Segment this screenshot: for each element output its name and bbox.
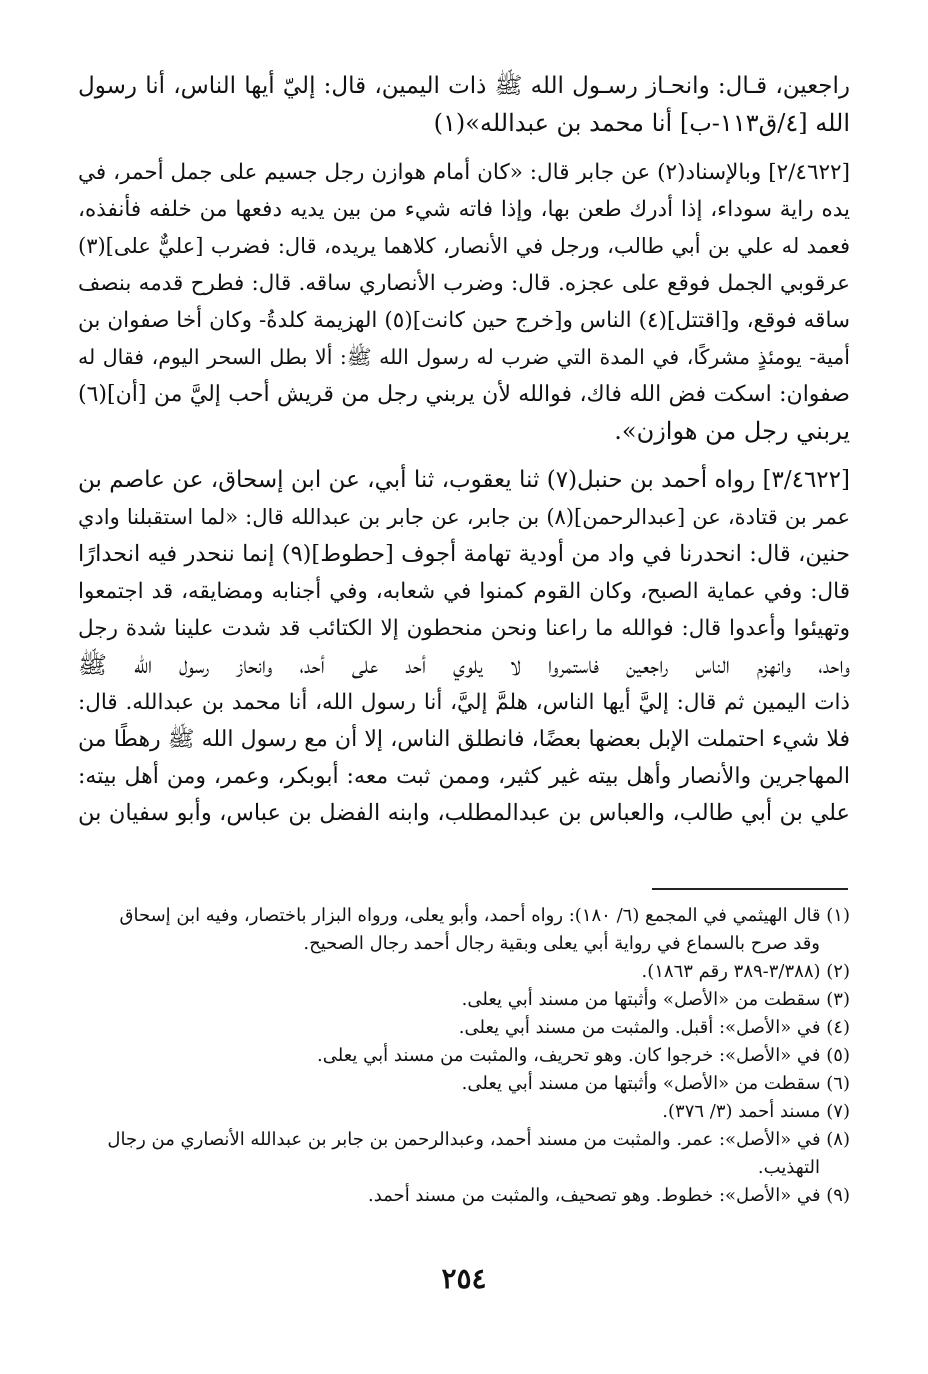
text-line: فعمد له علي بن أبي طالب، ورجل في الأنصار، كلاهما يريده، قال: فضرب [عليٌّ على](٣) bbox=[78, 234, 850, 258]
text-line: عرقوبي الجمل فوقع على عجزه. قال: وضرب الأنصاري ساقه. قال: فطرح قدمه بنصف bbox=[78, 271, 850, 296]
text-line: علي بن أبي طالب، والعباس بن عبدالمطلب، وابنه الفضل بن عباس، وأبو سفيان بن bbox=[78, 800, 850, 826]
text-line: صفوان: اسكت فض الله فاك، فوالله لأن يربني رجل من قريش أحب إليَّ من [أن](٦) bbox=[78, 382, 850, 407]
text-line: عمر بن قتادة، عن [عبدالرحمن](٨) بن جابر، عن جابر بن عبدالله قال: «لما استقبلنا وادي bbox=[78, 505, 850, 529]
main-text bbox=[78, 68, 850, 832]
text-line: حنين، قال: انحدرنا في واد من أودية تهامة أجوف [حطوط](٩) إنما ننحدر فيه انحدارًا bbox=[78, 541, 850, 567]
footnote-4: (٤) في «الأصل»: أقبل. والمثبت من مسند أبي يعلى. bbox=[458, 1017, 850, 1038]
text-line: فلا شيء احتملت الإبل بعضها بعضًا، فانطلق الناس، إلا أن مع رسول الله ﷺ رهطًا من bbox=[78, 727, 850, 752]
text-line: [٢/٤٦٢٢] وبالإسناد(٢) عن جابر قال: «كان أمام هوازن رجل جسيم على جمل أحمر، في bbox=[78, 160, 850, 185]
hadith-3-4622 bbox=[78, 462, 850, 832]
footnote-1-continuation: وقد صرح بالسماع في رواية أبي يعلى وبقية رجال أحمد رجال الصحيح. bbox=[303, 933, 820, 954]
footnote-5: (٥) في «الأصل»: خرجوا كان. وهو تحريف، والمثبت من مسند أبي يعلى. bbox=[317, 1045, 850, 1066]
footnote-1: (١) قال الهيثمي في المجمع (٦/ ١٨٠): رواه أحمد، وأبو يعلى، ورواه البزار باختصار، وفيه ابن إسحاق bbox=[119, 905, 850, 926]
text-line: [٣/٤٦٢٢] رواه أحمد بن حنبل(٧) ثنا يعقوب، ثنا أبي، عن ابن إسحاق، عن عاصم بن bbox=[78, 467, 850, 493]
text-line: راجعين، قـال: وانحـاز رسـول الله ﷺ ذات اليمين، قال: إليّ أيها الناس، أنا رسول bbox=[78, 73, 850, 99]
text-line: ذات اليمين ثم قال: إليَّ أيها الناس، هلمَّ إليَّ، أنا رسول الله، أنا محمد بن عبدالله. قال: bbox=[78, 690, 850, 715]
text-line: وتهيئوا وأعدوا قال: فوالله ما راعنا ونحن منحطون إلا الكتائب قد شدت علينا شدة رجل bbox=[78, 616, 850, 641]
text-line: يربني رجل من هوازن». bbox=[614, 417, 850, 445]
footnote-9: (٩) في «الأصل»: خطوط. وهو تصحيف، والمثبت من مسند أحمد. bbox=[367, 1185, 850, 1206]
text-line: ساقه فوقع، و[اقتتل](٤) الناس و[خرج حين كانت](٥) الهزيمة كلدةُ- وكان أخا صفوان بن bbox=[78, 308, 850, 333]
footnote-7: (٧) مسند أحمد (٣/ ٣٧٦). bbox=[662, 1101, 850, 1122]
page-number: ٢٥٤ bbox=[441, 1262, 487, 1295]
text-line: المهاجرين والأنصار وأهل بيته غير كثير، وممن ثبت معه: أبوبكر، وعمر، ومن أهل بيته: bbox=[78, 764, 850, 789]
text-line: يده راية سوداء، إذا أدرك طعن بها، وإذا فاته شيء من بين يديه دفعها من خلفه فأنفذه، bbox=[78, 197, 850, 222]
footnote-8-continuation: التهذيب. bbox=[757, 1157, 820, 1178]
text-line: الله [٤/ق١١٣-ب] أنا محمد بن عبدالله»(١) bbox=[433, 109, 850, 137]
paragraph-continuation bbox=[78, 68, 850, 142]
footnote-2: (٢) (٣/٣٨٨-٣٨٩ رقم ١٨٦٣). bbox=[641, 961, 850, 982]
footnote-8: (٨) في «الأصل»: عمر. والمثبت من مسند أحمد، وعبدالرحمن بن جابر بن عبدالله الأنصاري من رجال bbox=[107, 1129, 850, 1150]
text-line: أمية- يومئذٍ مشركًا، في المدة التي ضرب له رسول الله ﷺ: ألا بطل السحر اليوم، فقال له bbox=[78, 345, 850, 369]
footnote-divider bbox=[652, 888, 848, 890]
footnotes bbox=[78, 902, 850, 1210]
footnote-6: (٦) سقطت من «الأصل» وأثبتها من مسند أبي يعلى. bbox=[461, 1073, 850, 1094]
hadith-2-4622 bbox=[78, 154, 850, 450]
text-line: واحد، وانهزم الناس راجعين فاستمروا لا يلوي أحد على أحد، وانحاز رسول الله ﷺ bbox=[78, 651, 850, 679]
text-line: قال: وفي عماية الصبح، وكان القوم كمنوا في شعابه، وفي أجنابه ومضايقه، قد اجتمعوا bbox=[78, 579, 850, 604]
footnote-3: (٣) سقطت من «الأصل» وأثبتها من مسند أبي يعلى. bbox=[461, 989, 850, 1010]
